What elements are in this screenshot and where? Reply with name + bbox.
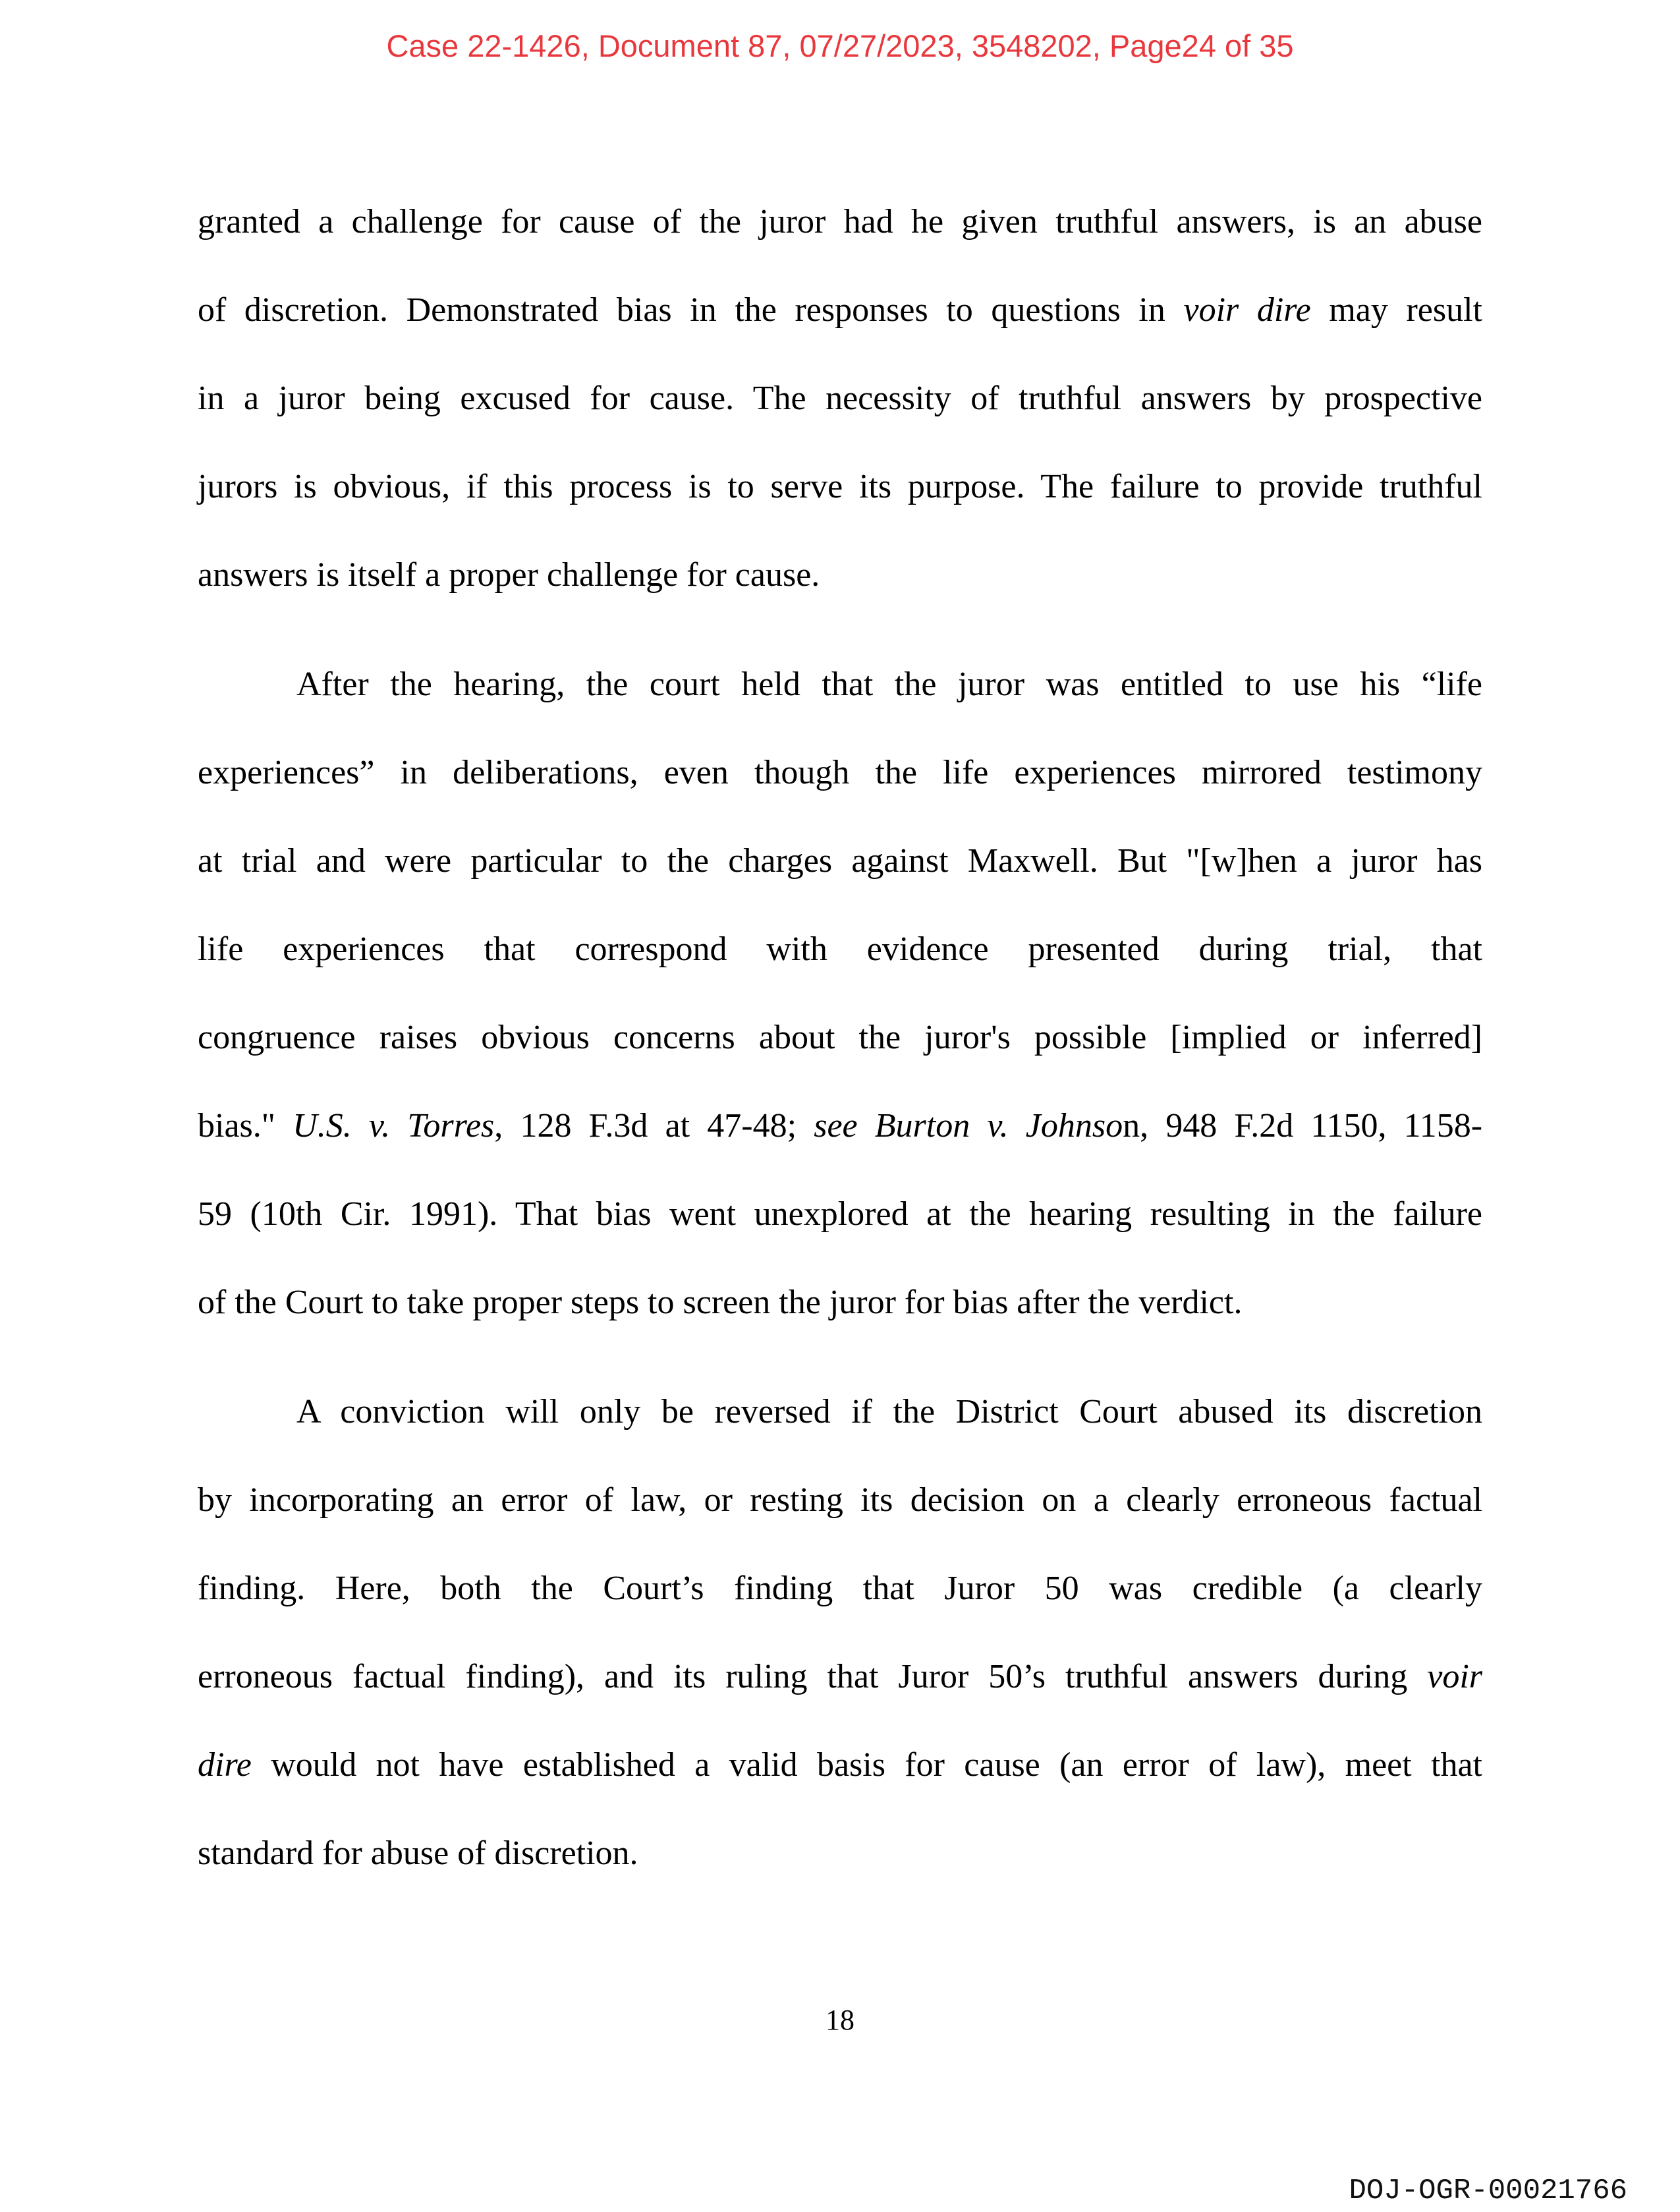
text-line: [198, 834, 1482, 922]
paragraph: [198, 195, 1482, 637]
text-line: [198, 1827, 1482, 1915]
text-line: [198, 746, 1482, 834]
text-line: [198, 1650, 1482, 1738]
text-segment: experiences” in deliberations, even though the life experiences mirrored testimony: [198, 754, 1482, 791]
text-segment: at trial and were particular to the charges against Maxwell. But "[w]hen a juror has: [198, 842, 1482, 880]
text-segment: by incorporating an error of law, or resting its decision on a clearly erroneous factual: [198, 1481, 1482, 1519]
text-line: [198, 1738, 1482, 1827]
text-segment: may result: [1310, 291, 1482, 329]
italic-text: see Burton v. Johnso: [814, 1107, 1123, 1145]
italic-text: voir: [1427, 1658, 1482, 1695]
case-filing-stamp: Case 22-1426, Document 87, 07/27/2023, 3548202, Page24 of 35: [386, 28, 1294, 63]
text-segment: , 128 F.3d at 47-48;: [494, 1107, 814, 1145]
text-segment: bias.": [198, 1107, 293, 1145]
text-segment: n, 948 F.2d 1150, 1158-: [1123, 1107, 1483, 1145]
text-line: [198, 460, 1482, 548]
paragraph: [198, 1385, 1482, 1915]
text-line: [198, 1099, 1482, 1187]
italic-text: dire: [198, 1746, 252, 1784]
text-line: [198, 922, 1482, 1011]
text-segment: A conviction will only be reversed if the District Court abused its discretion: [296, 1393, 1482, 1431]
text-line: [198, 1276, 1482, 1364]
text-line: [198, 1473, 1482, 1562]
paragraph-gap: [198, 637, 1482, 658]
text-segment: finding. Here, both the Court’s finding that Juror 50 was credible (a clearly: [198, 1570, 1482, 1607]
text-line: [198, 1011, 1482, 1099]
text-line: [198, 658, 1482, 746]
text-line: [198, 372, 1482, 460]
text-segment: answers is itself a proper challenge for cause.: [198, 556, 820, 594]
text-line: [198, 1562, 1482, 1650]
italic-text: U.S. v. Torres: [293, 1107, 495, 1145]
text-line: [198, 548, 1482, 637]
text-line: [198, 195, 1482, 283]
text-segment: jurors is obvious, if this process is to serve its purpose. The failure to provide truthful: [198, 468, 1482, 505]
document-body: [198, 195, 1482, 1915]
text-segment: After the hearing, the court held that the juror was entitled to use his “life: [296, 666, 1482, 703]
text-segment: of discretion. Demonstrated bias in the responses to questions in: [198, 291, 1184, 329]
page-number: 18: [826, 2004, 854, 2036]
text-segment: congruence raises obvious concerns about the juror's possible [implied or inferred]: [198, 1019, 1482, 1056]
text-segment: would not have established a valid basis for cause (an error of law), meet that: [251, 1746, 1482, 1784]
bates-number: DOJ-OGR-00021766: [1349, 2174, 1627, 2207]
text-line: [198, 1187, 1482, 1276]
text-line: [198, 283, 1482, 372]
text-segment: life experiences that correspond with evidence presented during trial, that: [198, 930, 1482, 968]
italic-text: voir dire: [1183, 291, 1311, 329]
text-segment: of the Court to take proper steps to screen the juror for bias after the verdict.: [198, 1284, 1243, 1321]
paragraph: [198, 658, 1482, 1364]
text-segment: 59 (10th Cir. 1991). That bias went unexplored at the hearing resulting in the failure: [198, 1195, 1482, 1233]
paragraph-gap: [198, 1364, 1482, 1385]
text-segment: in a juror being excused for cause. The necessity of truthful answers by prospective: [198, 380, 1482, 417]
text-line: [198, 1385, 1482, 1473]
text-segment: erroneous factual finding), and its ruling that Juror 50’s truthful answers during: [198, 1658, 1428, 1695]
text-segment: granted a challenge for cause of the juror had he given truthful answers, is an abuse: [198, 203, 1482, 241]
text-segment: standard for abuse of discretion.: [198, 1834, 638, 1872]
